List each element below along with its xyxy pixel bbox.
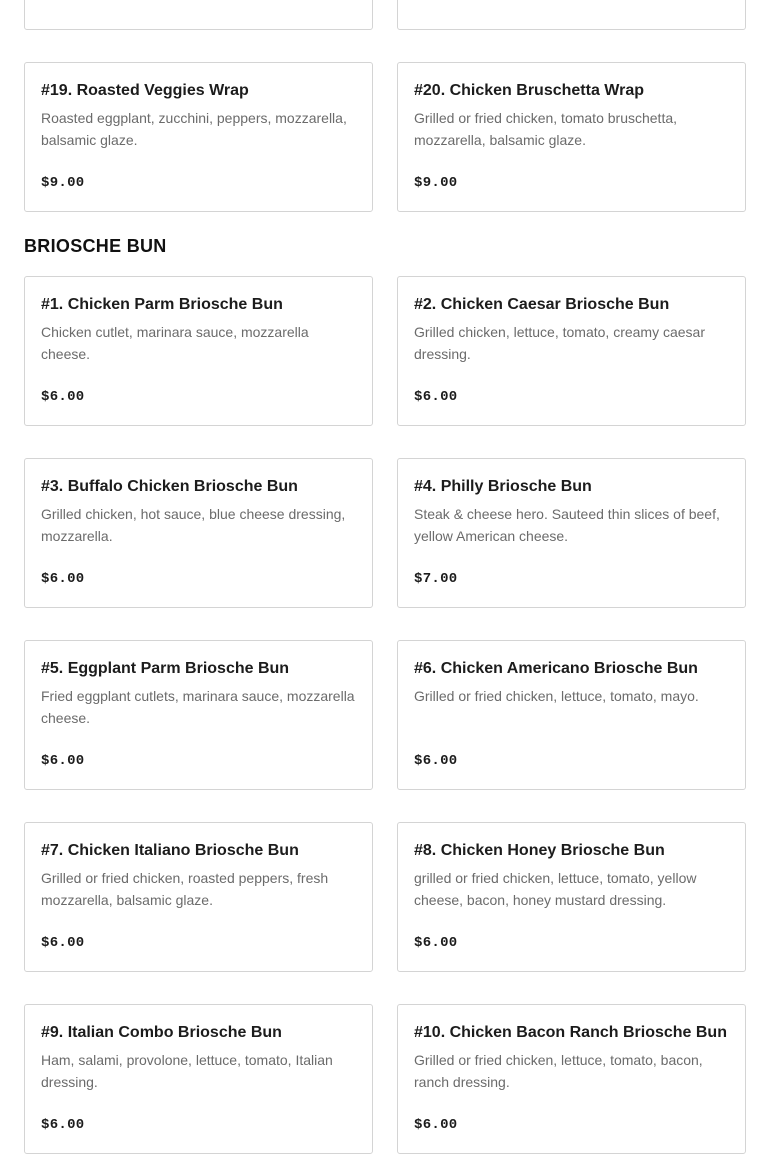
menu-item-price: $9.00	[41, 175, 85, 191]
menu-item-title: #2. Chicken Caesar Briosche Bun	[414, 296, 670, 313]
menu-item-price: $6.00	[414, 389, 458, 405]
menu-item-card[interactable]	[24, 1004, 373, 1154]
menu-item-title: #10. Chicken Bacon Ranch Briosche Bun	[414, 1024, 727, 1041]
menu-item-title: #4. Philly Briosche Bun	[414, 478, 592, 495]
menu-item-price: $6.00	[41, 935, 85, 951]
menu-item-description: Roasted eggplant, zucchini, peppers, mozzarella, balsamic glaze.	[41, 110, 347, 148]
menu-item-card[interactable]	[397, 640, 746, 790]
menu-item-title: #6. Chicken Americano Briosche Bun	[414, 660, 698, 677]
menu-item-description: Steak & cheese hero. Sauteed thin slices of beef, yellow American cheese.	[414, 506, 720, 544]
menu-item-price: $6.00	[41, 571, 85, 587]
menu-item-price: $6.00	[41, 389, 85, 405]
menu-item-card[interactable]	[397, 822, 746, 972]
menu-item-description: grilled or fried chicken, lettuce, tomato, yellow cheese, bacon, honey mustard dressing.	[414, 870, 697, 908]
menu-item-description: Chicken cutlet, marinara sauce, mozzarella cheese.	[41, 324, 309, 362]
menu-item-price: $6.00	[414, 935, 458, 951]
menu-item-card[interactable]	[24, 640, 373, 790]
menu-item-card[interactable]	[397, 62, 746, 212]
menu-item-price: $6.00	[414, 1117, 458, 1133]
menu-item-title: #5. Eggplant Parm Briosche Bun	[41, 660, 290, 677]
menu-item-title: #20. Chicken Bruschetta Wrap	[414, 82, 645, 99]
section-heading: BRIOSCHE BUN	[24, 236, 167, 256]
menu-item-card[interactable]	[24, 276, 373, 426]
menu-item-title: #8. Chicken Honey Briosche Bun	[414, 842, 665, 859]
menu-item-title: #1. Chicken Parm Briosche Bun	[41, 296, 283, 313]
menu-item-price: $6.00	[41, 1117, 85, 1133]
menu-item-description: Grilled or fried chicken, tomato bruschetta, mozzarella, balsamic glaze.	[414, 110, 678, 148]
menu-item-description: Grilled or fried chicken, lettuce, tomato, bacon, ranch dressing.	[414, 1052, 703, 1090]
menu-item-card[interactable]	[397, 0, 746, 30]
menu-item-description: Ham, salami, provolone, lettuce, tomato, Italian dressing.	[41, 1052, 333, 1090]
menu-item-card[interactable]	[397, 276, 746, 426]
menu-item-card[interactable]	[24, 458, 373, 608]
menu-item-card[interactable]	[24, 0, 373, 30]
menu-item-description: Grilled chicken, hot sauce, blue cheese dressing, mozzarella.	[41, 506, 346, 544]
menu-item-description: Grilled or fried chicken, roasted peppers, fresh mozzarella, balsamic glaze.	[41, 870, 329, 908]
menu-item-description: Grilled or fried chicken, lettuce, tomato, mayo.	[414, 688, 699, 704]
menu-item-title: #3. Buffalo Chicken Briosche Bun	[41, 478, 298, 495]
menu-item-card[interactable]	[24, 62, 373, 212]
menu-item-title: #19. Roasted Veggies Wrap	[41, 82, 249, 99]
menu-item-title: #9. Italian Combo Briosche Bun	[41, 1024, 282, 1041]
menu-item-card[interactable]	[397, 1004, 746, 1154]
menu-item-description: Grilled chicken, lettuce, tomato, creamy caesar dressing.	[414, 324, 706, 362]
menu-item-price: $6.00	[414, 753, 458, 769]
menu-item-price: $9.00	[414, 175, 458, 191]
menu-item-price: $6.00	[41, 753, 85, 769]
menu-item-description: Fried eggplant cutlets, marinara sauce, mozzarella cheese.	[41, 688, 355, 726]
menu-item-card[interactable]	[24, 822, 373, 972]
menu-item-title: #7. Chicken Italiano Briosche Bun	[41, 842, 299, 859]
menu-item-price: $7.00	[414, 571, 458, 587]
menu-item-card[interactable]	[397, 458, 746, 608]
